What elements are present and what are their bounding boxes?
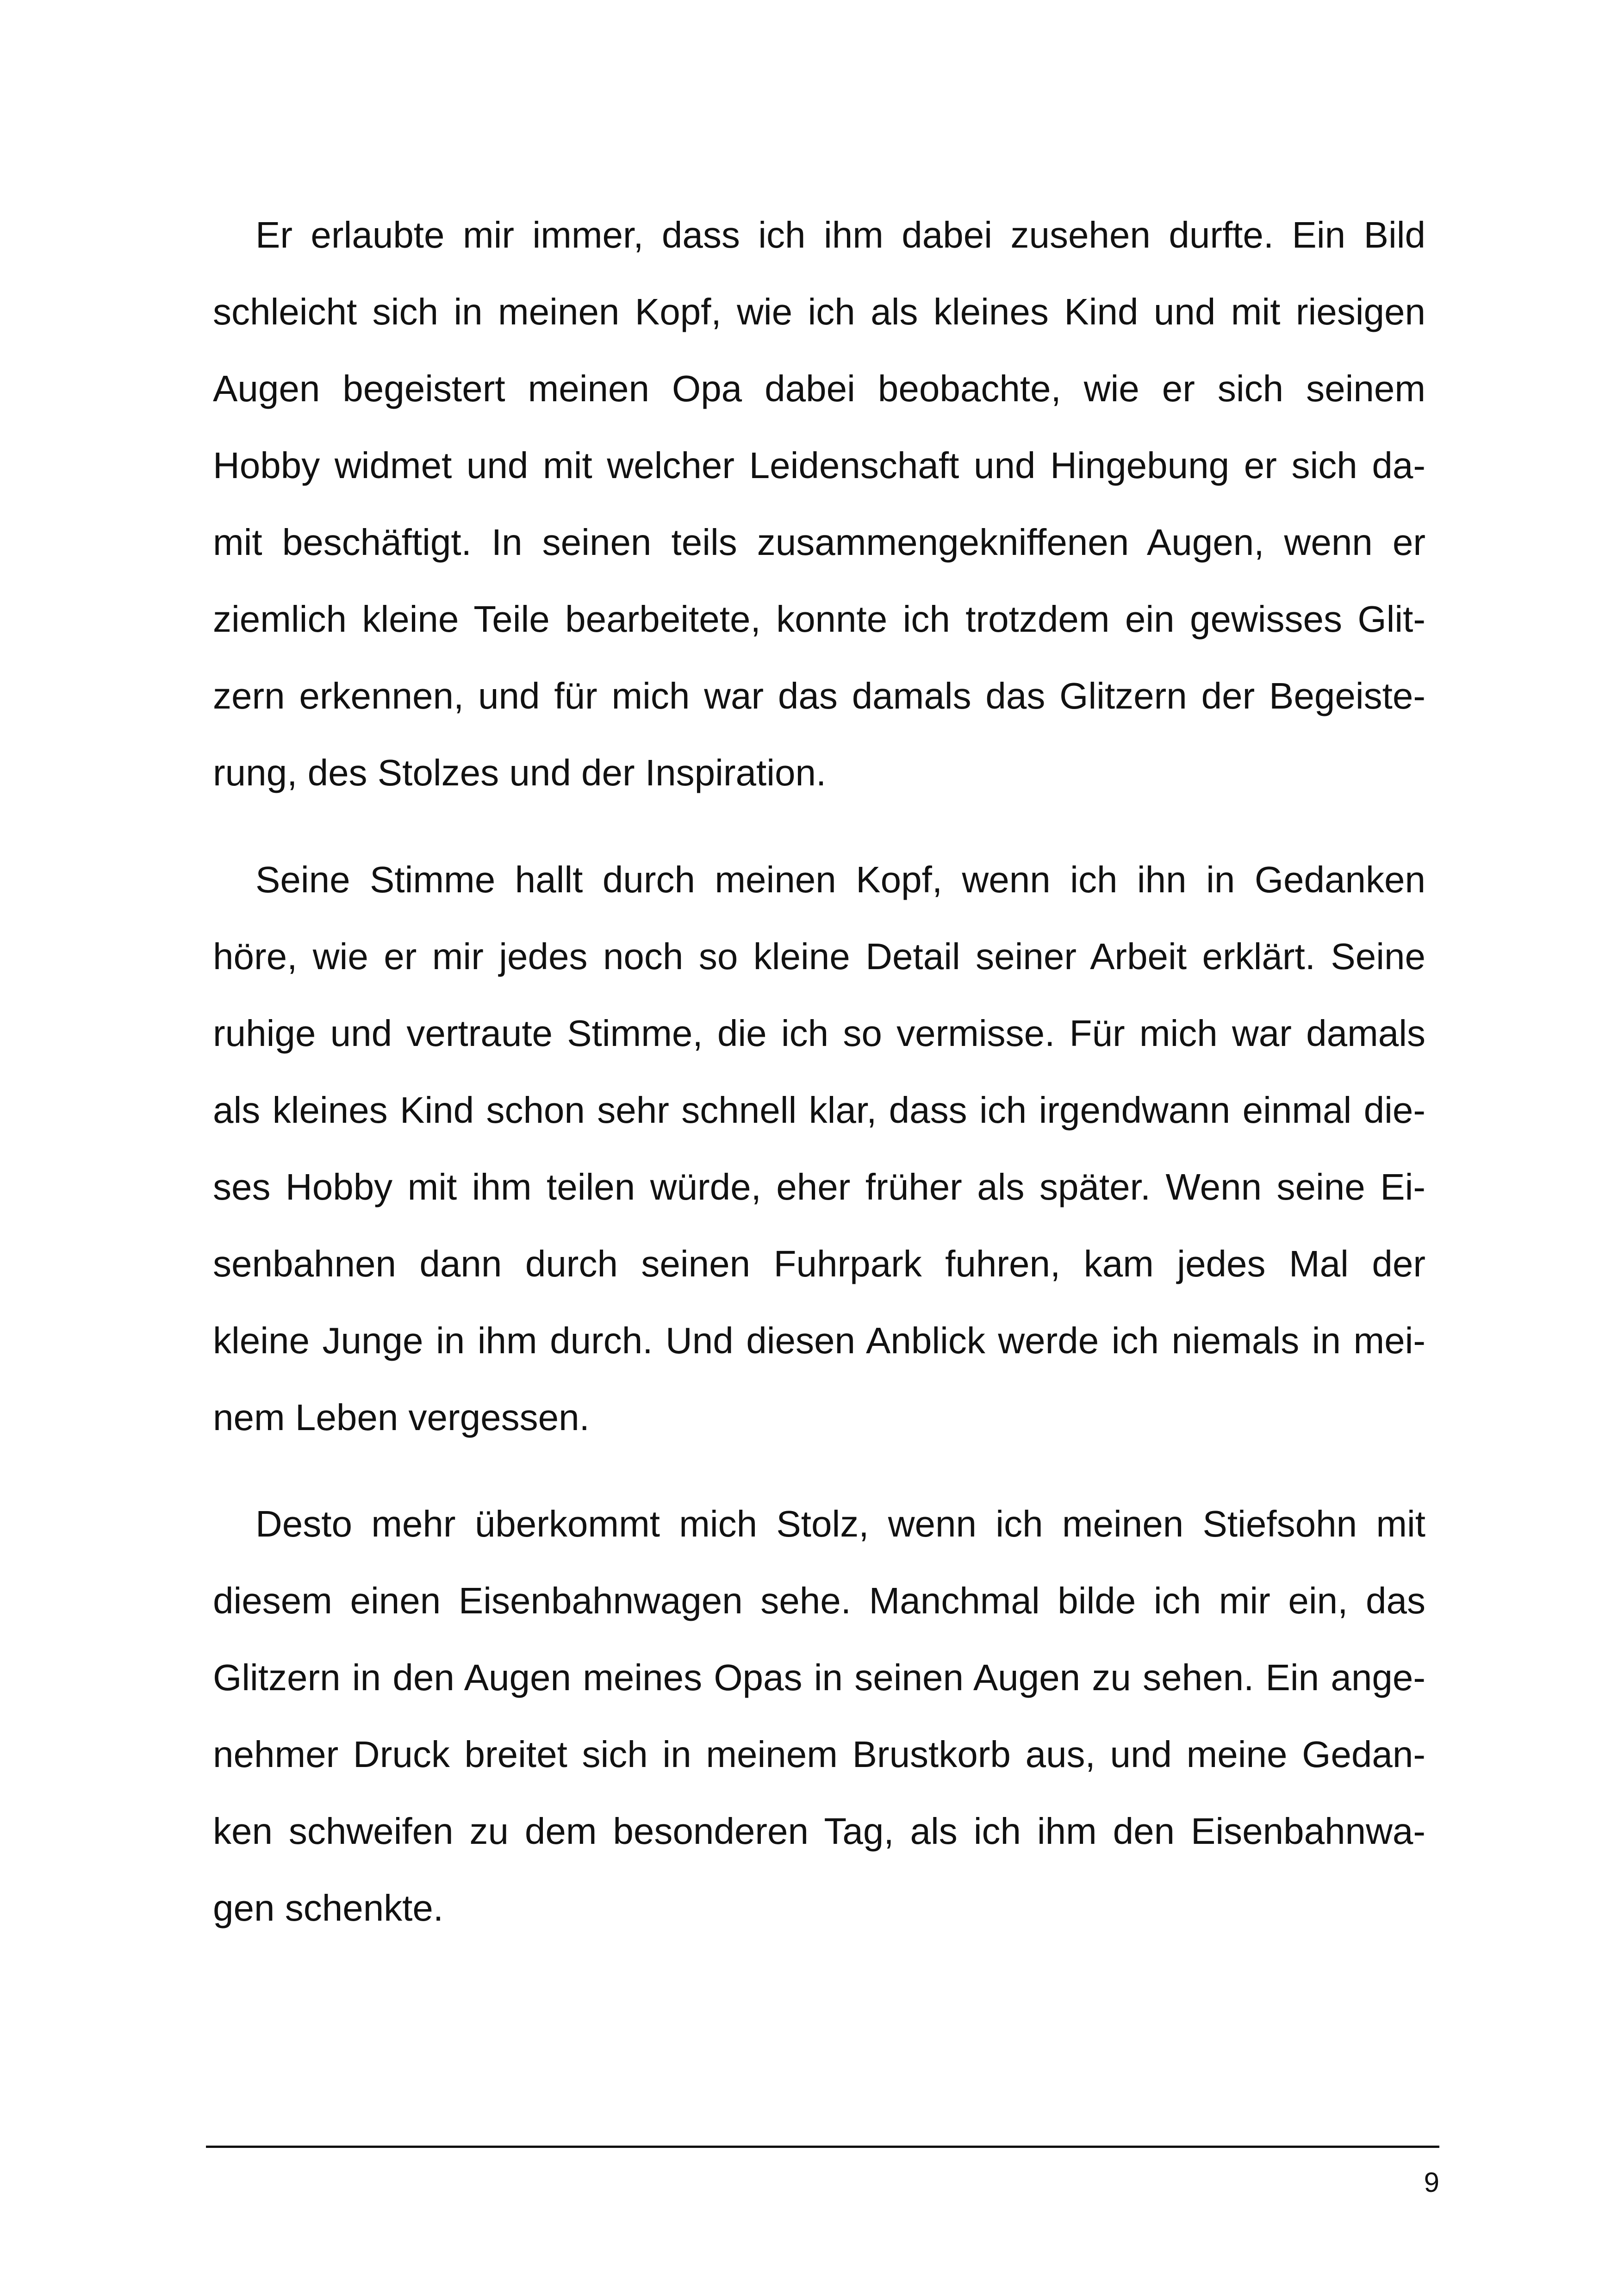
paragraph-line: ruhige und vertraute Stimme, die ich so vermisse. Für mich war damals <box>213 1013 1425 1054</box>
paragraph-line: Augen begeistert meinen Opa dabei beobachte, wie er sich seinem <box>213 368 1425 409</box>
paragraph-line: ziemlich kleine Teile bearbeitete, konnte ich trotzdem ein gewisses Glit- <box>213 598 1425 640</box>
paragraph-2 <box>213 841 1425 1456</box>
paragraph-line: als kleines Kind schon sehr schnell klar, dass ich irgendwann einmal die- <box>213 1089 1425 1131</box>
page-number: 9 <box>1424 2167 1439 2198</box>
paragraph-line: Hobby widmet und mit welcher Leidenschaft und Hingebung er sich da- <box>213 445 1425 486</box>
paragraph-line: rung, des Stolzes und der Inspiration. <box>213 752 827 793</box>
paragraph-line: nehmer Druck breitet sich in meinem Brustkorb aus, und meine Gedan- <box>213 1734 1425 1775</box>
paragraph-line: ken schweifen zu dem besonderen Tag, als ich ihm den Eisenbahnwa- <box>213 1811 1425 1852</box>
paragraph-line: mit beschäftigt. In seinen teils zusammengekniffenen Augen, wenn er <box>213 522 1425 563</box>
paragraph-line: ses Hobby mit ihm teilen würde, eher früher als später. Wenn seine Ei- <box>213 1166 1425 1207</box>
paragraph-line: nem Leben vergessen. <box>213 1397 590 1438</box>
paragraph-line: Seine Stimme hallt durch meinen Kopf, wenn ich ihn in Gedanken <box>255 859 1425 900</box>
paragraph-1 <box>213 197 1425 811</box>
paragraph-line: zern erkennen, und für mich war das damals das Glitzern der Begeiste- <box>213 675 1425 716</box>
paragraph-line: senbahnen dann durch seinen Fuhrpark fuhren, kam jedes Mal der <box>213 1243 1425 1284</box>
paragraph-line: diesem einen Eisenbahnwagen sehe. Manchmal bilde ich mir ein, das <box>213 1580 1425 1621</box>
paragraph-line: gen schenkte. <box>213 1887 444 1929</box>
paragraph-line: Er erlaubte mir immer, dass ich ihm dabei zusehen durfte. Ein Bild <box>255 214 1425 255</box>
paragraph-line: schleicht sich in meinen Kopf, wie ich als kleines Kind und mit riesigen <box>213 291 1425 332</box>
paragraph-line: kleine Junge in ihm durch. Und diesen Anblick werde ich niemals in mei- <box>213 1320 1425 1361</box>
paragraph-3 <box>213 1486 1425 1947</box>
paragraph-line: Glitzern in den Augen meines Opas in seinen Augen zu sehen. Ein ange- <box>213 1657 1425 1698</box>
paragraph-line: höre, wie er mir jedes noch so kleine Detail seiner Arbeit erklärt. Seine <box>213 936 1425 977</box>
paragraph-line: Desto mehr überkommt mich Stolz, wenn ich meinen Stiefsohn mit <box>255 1503 1425 1544</box>
footer-divider <box>206 2146 1439 2148</box>
